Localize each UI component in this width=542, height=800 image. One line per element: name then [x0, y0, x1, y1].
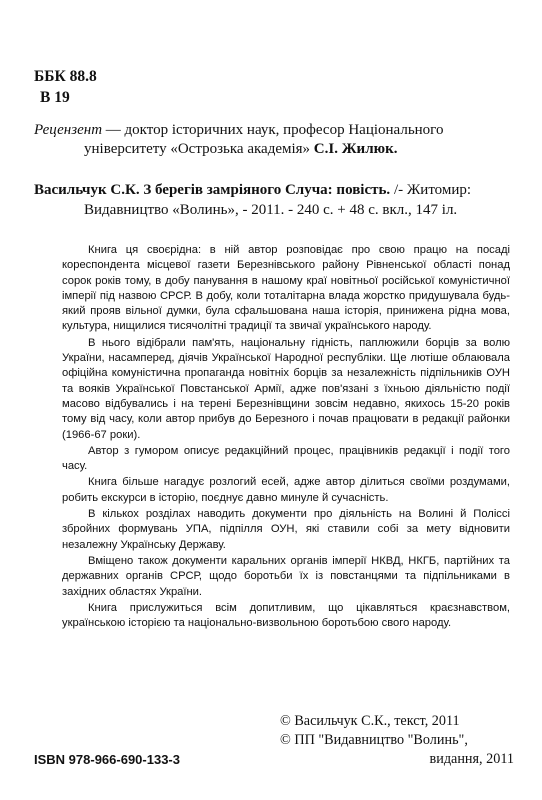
- citation-title: Васильчук С.К. З берегів замріяного Случа: повість.: [34, 182, 391, 198]
- citation-place: /- Житомир:: [390, 182, 472, 198]
- reviewer-university: університету «Острозька академія»: [84, 141, 314, 157]
- bbk-block: [34, 66, 97, 108]
- reviewer-continuation: [34, 140, 512, 159]
- citation-publisher: Видавництво «Волинь», - 2011. - 240 с. + 48 с. вкл., 147 іл.: [84, 202, 458, 218]
- annotation-paragraph: Книга прислужиться всім допитливим, що цікавляться краєзнавством, українською історією та національно-визвольною боротьбою свого народу.: [62, 601, 510, 630]
- annotation-paragraph: Автор з гумором описує редакційний процес, працівників редакції і події того часу.: [62, 444, 510, 473]
- reviewer-note: [34, 121, 512, 159]
- annotation-paragraph: Вміщено також документи каральних органів імперії НКВД, НКГБ, партійних та державних органів СРСР, щодо боротьби їх із повстанцями та підпільниками в західних областях України.: [62, 554, 510, 598]
- bibliographic-citation: [34, 180, 516, 220]
- isbn: ISBN 978-966-690-133-3: [34, 752, 180, 767]
- bbk-code: ББК 88.8: [34, 68, 97, 85]
- annotation: [62, 243, 510, 632]
- copyright-block: [280, 712, 514, 769]
- reviewer-role: Рецензент: [34, 122, 103, 138]
- annotation-paragraph: В нього відібрали пам'ять, національну гідність, паплюжили борців за волю України, насамперед, діячів Української Народної республіки. Ще лютіше облаювала офіційна комуністична пропаганда новітніх борців за незалежність підпільників ОУН та вояків Української Повстанської Армії, адже пов'язані з їхньою діяльністю події масово відбувались і на терені Березнівщини зовсім недавно, якихось 15-20 років тому від часу, коли автор прибув до Березного і почав працювати в редакції районки (1966-67 роки).: [62, 336, 510, 441]
- copyright-publisher: © ПП "Видавництво "Волинь",: [280, 732, 468, 748]
- copyright-edition: видання, 2011: [429, 751, 514, 767]
- annotation-paragraph: В кількох розділах наводить документи про діяльність на Волині й Поліссі збройних формувань УПА, підпілля ОУН, які ставили собі за мету відновити незалежну Українську Державу.: [62, 508, 510, 551]
- reviewer-text: — доктор історичних наук, професор Національного: [102, 122, 444, 138]
- reviewer-name: С.І. Жилюк.: [313, 141, 398, 157]
- annotation-paragraph: Книга більше нагадує розлогий есей, адже автор ділиться своїми роздумами, робить екскурси в історію, поєднує давно минуле й сучасність.: [62, 476, 510, 504]
- copyright-author: © Васильчук С.К., текст, 2011: [280, 713, 460, 729]
- annotation-paragraph: Книга ця своєрідна: в ній автор розповідає про свою працю на посаді кореспондента місцевої газети Березнівського району Рівненської області понад сорок років тому, в добу панування в нашому краї новітньої російської комуністичної імперії під назвою СРСР. В добу, коли тоталітарна влада жорстко придушувала будь-який прояв вільної думки, була сфальшована наша історія, принижена рідна мова, культура, нищилися тисячолітні традиції та звичаї українського народу.: [62, 244, 510, 333]
- author-mark: В 19: [40, 89, 70, 106]
